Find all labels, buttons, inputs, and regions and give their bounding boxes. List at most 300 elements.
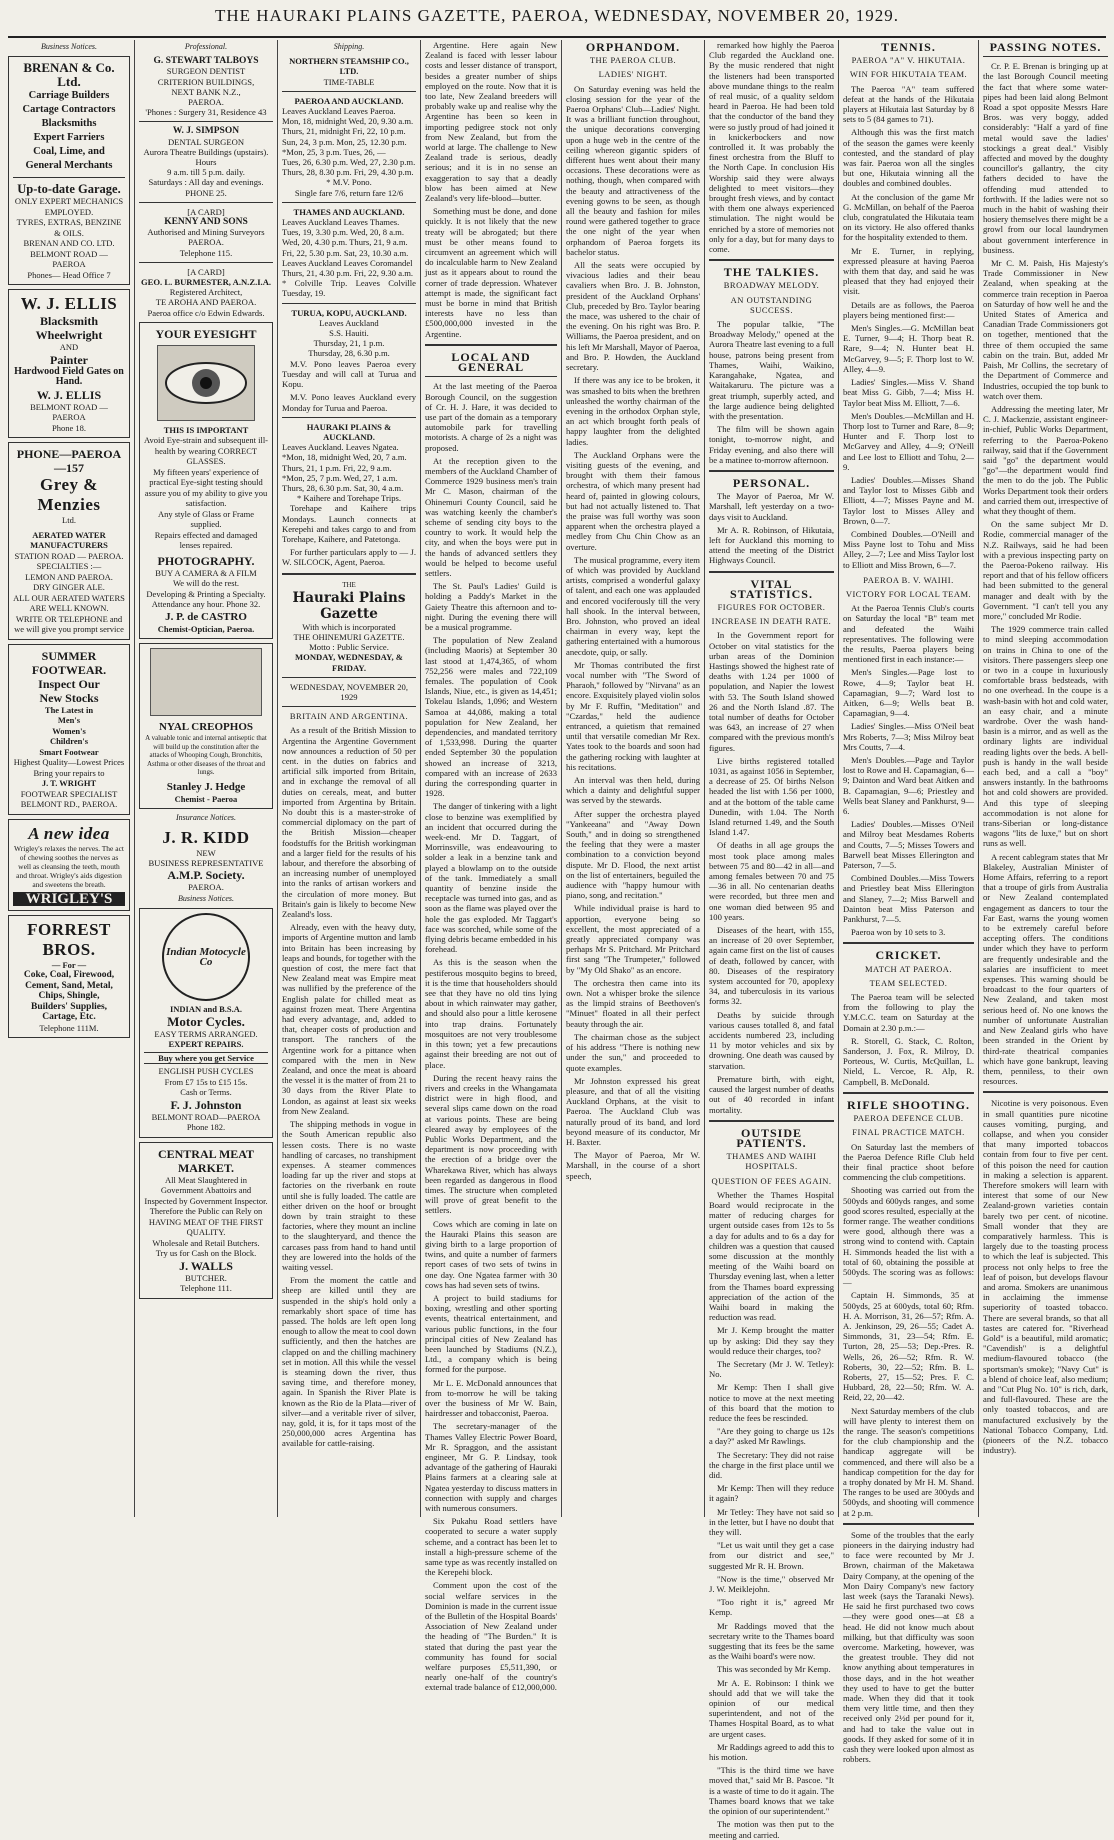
article-subheading: QUESTION OF FEES AGAIN. bbox=[711, 1175, 832, 1186]
ad-brenan bbox=[8, 56, 130, 285]
article-paragraph: A recent cablegram states that Mr Blakeley, Australian Minister of Home Affairs, referring to a report that a troupe of girls from Australia or New Zealand contemplated engagement as dancers to tour the Far East, warns the young women to be extremely careful before accepting offers. The conditions under which they have to perform are frequently undesirable and the salaries are insufficient to meet expenses. This warning should be broadcast to the four quarters of New Zealand, and taken most serious heed of. No one knows the number of unfortunate Australian and New Zealand girls who have been stranded in the Orient by third-rate theatrical companies which have gone bankrupt, leaving them, penniless, to their own resources. bbox=[983, 851, 1108, 1087]
ad-line: Cartage Contractors bbox=[22, 104, 116, 116]
news-paragraph: As this is the season when the pestiferous mosquito begins to breed, it is the time that householders should see that they have no old tins lying about in which rainwater may gather, and should also pour a little kerosene into trap drains. Fortunately mosquitoes are not very troublesome in this town; yet a few precautions against their breeding are not out of place. bbox=[425, 957, 557, 1070]
ad-line: FOOTWEAR SPECIALIST bbox=[20, 788, 118, 799]
ad-phone: PHONE—PAEROA —157 bbox=[16, 447, 122, 476]
card-line: NEW bbox=[196, 847, 216, 858]
wrigleys-logo: WRIGLEY'S bbox=[13, 892, 125, 906]
route-line: Thurs, 21, midnight Fri, 22, 10 p.m. bbox=[282, 126, 406, 137]
article-paragraph: "Too right it is," agreed Mr Kemp. bbox=[709, 1597, 834, 1618]
article-paragraph: As a result of the British Mission to Argentina the Argentine Government now announces a reduction of 50 per cent. in the duties on fabrics and artificial silk imported from Britain, and in exchange the removal of all duties on cereals, meat, and butter imported from Argentina by Britain. No doubt this is a master-stroke of commercial diplomacy on the part of the British Mission—cheaper foodstuffs for the British workingman and a larger field for the results of his labour, and therefore the absorbing of an increasing number of unemployed into the ranks of artisan workers and the circulation of more money. But Britain's gain is likely to become New Zealand's loss. bbox=[282, 725, 416, 920]
indian-logo: Indian Motocycle Co bbox=[162, 913, 250, 1001]
article-paragraph: The Mayor of Paeroa, Mr W. Marshall, in the course of a short speech, bbox=[566, 1150, 700, 1181]
ad-line: TYRES, EXTRAS, BENZINE & OILS. bbox=[16, 217, 122, 238]
article-paragraph: The orchestra then came into its own. Not a whisper broke the silence as the limpid strains of Beethoven's "Minuet" floated in all their perfect beauty through the air. bbox=[566, 977, 700, 1029]
section-label: Insurance Notices. bbox=[176, 813, 236, 823]
ad-line: Phones— Head Office 7 bbox=[27, 269, 111, 280]
column-local-general bbox=[425, 40, 557, 1693]
ad-body: All Meat Slaughtered in Government Abattoirs and Inspected by Government Inspector. bbox=[144, 1174, 268, 1206]
route-line: Thursday, 21, 1 p.m. bbox=[313, 338, 385, 349]
article-paragraph: Mr J. Kemp brought the matter up by asking: Did they say they would reduce their charges, too? bbox=[709, 1325, 834, 1356]
ad-line: BELMONT RD., PAEROA. bbox=[20, 799, 118, 810]
article-paragraph: Although this was the first match of the season the games were keenly contested, and the standard of play was fair. Paeroa won all the singles but one, Hikutaia winning all the doubles and combined doubles. bbox=[843, 127, 974, 189]
article-paragraph: This was seconded by Mr Kemp. bbox=[717, 1664, 831, 1675]
route-line: Thurs, 28, 6.30 p.m. Sat, 30, 4 a.m. bbox=[282, 482, 404, 493]
card-line: Registered Architect, bbox=[169, 287, 243, 298]
eye-illustration bbox=[157, 345, 255, 421]
article-paragraph: Ladies' Doubles.—Misses O'Neil and Milroy beat Mesdames Roberts and Coutts, 7—5; Misses Towers and Barwell beat Misses Ellerington and Paterson, 7—5. bbox=[843, 819, 974, 871]
card-line: Paeroa office c/o Edwin Edwards. bbox=[147, 307, 265, 318]
ad-line: AND bbox=[59, 342, 79, 353]
ad-line: The Latest in bbox=[44, 704, 94, 715]
route-line: S.S. Hauiti. bbox=[329, 328, 369, 339]
ad-phone: Telephone 111M. bbox=[39, 1022, 99, 1033]
advertiser-name: F. J. Johnston bbox=[170, 1097, 242, 1112]
card-line: CRITERION BUILDINGS, bbox=[157, 76, 255, 87]
card-line: NEXT BANK N.Z., bbox=[171, 86, 241, 97]
article-paragraph: Cr. P. E. Brenan is bringing up at the last Borough Council meeting the fact that where some water-pipes had been laid along Belmont Road a spot opposite Messrs Hare Bros. was very boggy, added considerably: "Half a yard of fine metal would save the ladies' stockings a great deal." Visibly affected and moved by the doughty councillor's gallantry, the city fathers decided to have the offending mud attended to forthwith. If the ladies were not so much in the habit of washing their hosiery themselves there might be a growl from our local laundrymen about government interference in business. bbox=[983, 61, 1108, 255]
ad-line: Ltd. bbox=[62, 515, 76, 526]
route-line: * M.V. Pono. bbox=[326, 177, 372, 188]
column-orphandom bbox=[566, 40, 700, 1517]
advertiser-name: W. J. ELLIS bbox=[36, 387, 102, 402]
article-paragraph: The musical programme, every item of which was provided by Auckland artists, comprised a wonderful galaxy of talent, and each one was applauded and encored vociferously till the very hall shook. In the interval between, Bro. Johnston, who proved an ideal chairman in every way, kept the gathering entertained with a humorous anecdote, quip, or sally. bbox=[566, 554, 700, 657]
card-line: G. STEWART TALBOYS bbox=[153, 56, 259, 67]
column-rule bbox=[420, 40, 421, 1517]
card-line: [A CARD] bbox=[187, 206, 225, 217]
ad-line: Builders' Supplies, bbox=[30, 1001, 108, 1012]
article-paragraph: "Now is the time," observed Mr J. W. Meiklejohn. bbox=[709, 1573, 834, 1595]
card-line: Hours bbox=[195, 157, 217, 168]
article-headline: THE TALKIES. bbox=[723, 265, 820, 280]
article-paragraph: In the Government report for October on vital statistics for the urban areas of the Dominion Hastings showed the highest rate of deaths with 1.24 per 1000 of population, and Napier the lowest with 53. The South Island showed 26 and the North Island .87. The total number of deaths for October was 643, an increase of 27 when compared with the previous month's figures. bbox=[709, 630, 834, 753]
article-paragraph: Mr A. E. Robinson: I think we should add that we will take the opinion of our medical superintendent, and not of the Thames Hospital Board, as to what are urgent cases. bbox=[709, 1677, 834, 1739]
article-paragraph: Combined Doubles.—O'Neill and Miss Payne lost to Tohu and Miss Alley, 2—7; Lee and Miss Taylor lost to Elliott and Miss Brown, 6—7. bbox=[843, 528, 974, 570]
ad-line: Women's bbox=[52, 725, 86, 736]
card-line: W. J. SIMPSON bbox=[172, 126, 240, 137]
article-paragraph: The Paeroa team will be selected from the following to play the Y.M.C.C. team on Saturday at the Domain at 2.30 p.m.:— bbox=[843, 992, 974, 1033]
route-line: Thurs, 28, 8.30 p.m. Fri, 29, 4.30 p.m. bbox=[282, 167, 414, 178]
ad-line: Carriage Builders bbox=[28, 90, 110, 102]
ad-subheadline: THIS IS IMPORTANT bbox=[163, 424, 249, 435]
ad-headline: Up-to-date Garage. bbox=[17, 182, 121, 197]
ad-line: J. T. WRIGHT bbox=[41, 778, 97, 789]
article-subheading: THE PAEROA CLUB. bbox=[589, 55, 677, 66]
route-line: *Mon, 25, 7 p.m. Wed, 27, 1 a.m. bbox=[282, 472, 398, 483]
article-paragraph: Some of the troubles that the early pioneers in the dairying industry had to face were recounted by Mr J. Brown, chairman of the Maketawa Dairy Company, at the opening of the Mon Dairy Company's new factory last week (says the Taranaki News). He said he first purchased two cows—they were good ones—at £8 a head. He did not know much about milking, but that difficulty was soon overcome. Marketing, however, was the greatest trouble. They did not know anything about temperatures in those days, and in the hot weather they used to have to get the butter made. When they did that it took them very little time, and then they received only 2½d per pound for it, and had to take the value out in goods. If they asked for some of it in cash they were looked upon almost as robbers. bbox=[843, 1529, 974, 1765]
article-paragraph: Mr Tetley: They have not said so in the letter, but I have no doubt that they will. bbox=[709, 1506, 834, 1538]
article-paragraph: Mr Raddings moved that the secretary write to the Thames board suggesting that its fees be the same as the Waihi board's were now. bbox=[709, 1620, 834, 1662]
ad-body: Wrigley's relaxes the nerves. The act of chewing soothes the nerves as well as cleansing the teeth, mouth and throat. Wrigley's aids digestion and sweetens the breath. bbox=[13, 843, 125, 889]
ad-body: A valuable tonic and internal antiseptic that will build up the constitution after the attacks of Whooping Cough, Bronchitis, Asthma or other diseases of the throat and lungs. bbox=[145, 734, 267, 777]
column-rule bbox=[704, 40, 705, 1517]
article-subheading: VICTORY FOR LOCAL TEAM. bbox=[845, 588, 972, 599]
route-line: Single fare 7/6, return fare 12/6 bbox=[294, 187, 404, 198]
article-subheading: THAMES AND WAIHI HOSPITALS. bbox=[726, 1151, 817, 1172]
ad-line: MANUFACTURERS bbox=[30, 540, 108, 551]
article-paragraph: The Paeroa "A" team suffered defeat at the hands of the Hikutaia players at Hikutaia last Saturday by 8 sets to 5 (84 games to 71). bbox=[843, 83, 974, 125]
ad-forrest bbox=[8, 915, 130, 1039]
ad-grey-menzies bbox=[8, 442, 130, 640]
advertiser-name: FORREST BROS. bbox=[27, 919, 111, 959]
route-line: Leaves Auckland bbox=[319, 317, 379, 328]
column-talkies-vital bbox=[709, 40, 834, 1840]
ad-body: Cash or Terms. bbox=[180, 1087, 232, 1098]
column-business-notices bbox=[8, 40, 130, 1517]
advertiser-name: Grey & Menzies bbox=[37, 475, 101, 515]
card-line: Saturdays : All day and evenings. bbox=[148, 177, 264, 188]
card-line: [A CARD] bbox=[187, 266, 225, 277]
article-paragraph: Deaths by suicide through various causes totalled 8, and fatal accidents numbered 23, including 11 by motor vehicles and six by drowning. One death was caused by starvation. bbox=[709, 1009, 834, 1071]
ad-line: DRY GINGER ALE. bbox=[33, 582, 105, 593]
article-paragraph: Ladies' Singles.—Miss O'Neil beat Mrs Roberts, 7—3; Miss Milroy beat Mrs Coutts, 7—4. bbox=[843, 721, 974, 752]
article-paragraph: Ladies' Doubles.—Misses Shand and Taylor lost to Misses Gibb and Elliott, 4—7; Misses Payne and M. Taylor lost to Misses Alley and Brown, 0—7. bbox=[843, 474, 974, 526]
column-shipping bbox=[282, 40, 416, 1517]
ad-body: My fifteen years' experience of practical Eye-sight testing should assure you of my ability to give you satisfaction. bbox=[144, 466, 268, 509]
ad-line: ALL OUR AERATED WATERS ARE WELL KNOWN. bbox=[13, 592, 125, 614]
news-paragraph: At the reception given to the members of the Auckland Chamber of Commerce 1929 business men's train Mr C. Mason, chairman of the Ohinemuri County Council, said he was watching keenly the chamber's scheme of sending city boys to the country to work. It would help the city, and when the boys were put in the hands of advanced settlers they would be helped to become useful settlers. bbox=[425, 455, 557, 578]
ad-headline: A new idea bbox=[28, 823, 110, 843]
section-label: Business Notices. bbox=[178, 894, 234, 904]
article-paragraph: The motion was then put to the meeting and carried. bbox=[709, 1819, 834, 1840]
card-line: A.M.P. Society. bbox=[167, 867, 245, 882]
article-paragraph: An interval was then held, during which a dainty and delightful supper was served by the stewards. bbox=[566, 775, 700, 806]
shipping-company: NORTHERN STEAMSHIP CO., LTD. bbox=[289, 56, 409, 77]
route-line: * Colville Trip. Leaves Colville Tuesday, 19. bbox=[282, 278, 416, 299]
ad-line: BRENAN AND CO. LTD. bbox=[23, 238, 115, 249]
article-paragraph: On Saturday evening was held the closing session for the year of the Paeroa Orphans' Club—Ladies' Night. It was a brilliant function throughout, the unique decorations converging upon a huge web in the centre of the ceiling whereon gigantic spiders of different hues went about their many occasions. These decorations were as nothing, though, when compared with the beauty and attractiveness of the evening gowns to be seen, as though all the beauty and fashion for miles round were gathered together to grace the one night of the year when orphandom of Paeroa forgets its bachelor status. bbox=[566, 83, 700, 257]
ad-line: Men's bbox=[57, 715, 81, 726]
article-paragraph: Combined Doubles.—Miss Towers and Priestley beat Miss Ellerington and Slaney, 7—2; Miss Barwell and Dainton beat Miss Paterson and Pankhurst, 7—5. bbox=[843, 873, 974, 925]
advertiser-name: J. P. de CASTRO bbox=[165, 610, 247, 623]
article-paragraph: Diseases of the heart, with 155, an increase of 20 over September, again came first on the list of causes of death, followed by cancer, with 80. Diseases of the respiratory system accounted for 70, apoplexy 34, and tuberculosis in its various forms 32. bbox=[709, 925, 834, 1007]
news-paragraph: The danger of tinkering with a light close to benzine was exemplified by an incident that occurred during the week-end. Mr D. Taggart, of Morrinsville, was endeavouring to solder a leak in a benzine tank and played a blowlamp on to the outside of the tank. Immediately a small quantity of benzine inside the receptacle was turned into gas, and as soon as the flame was played over the hole the gas exploded. Mr Taggart's face was scorched, while some of the flying debris became embedded in his forehead. bbox=[425, 801, 557, 955]
article-paragraph: The Secretary (Mr J. W. Tetley): No. bbox=[709, 1358, 834, 1380]
article-paragraph: Mr E. Turner, in replying, expressed pleasure at having Paeroa with them that day, and said he was pleased that they had enjoyed their visit. bbox=[843, 245, 974, 297]
ad-line: Highest Quality—Lowest Prices bbox=[13, 757, 125, 768]
article-subheading: AN OUTSTANDING SUCCESS. bbox=[730, 294, 813, 315]
ad-banner: Buy where you get Service bbox=[144, 1052, 268, 1065]
article-paragraph: Mr C. M. Paish, His Majesty's Trade Commissioner in New Zealand, when speaking at the commerce train reception in Paeroa on Saturday of how well he and the United States of America and Canadian Trade Commissioners got on together, mentioned that the three of them occupied the same cabin on the train. But, added Mr Paish, Mr Collins, the secretary of the Department of Commerce and Industries, occupied the top bunk to watch over them. bbox=[983, 258, 1108, 401]
ad-line: SPECIALTIES :— bbox=[36, 561, 102, 572]
news-paragraph: Six Pukahu Road settlers have cooperated to secure a water supply scheme, and a contract has been let to install a high-pressure scheme of the same type as was recently installed on the Kerepehi block. bbox=[425, 1516, 557, 1578]
article-paragraph: Men's Singles.—G. McMillan beat E. Turner, 9—4; H. Thorp beat R. Rare, 9—4; N. Hunter beat H. McGarvey, 9—5; F. Thorp lost to W. Alley, 4—9. bbox=[843, 323, 974, 374]
article-subheading: FINAL PRACTICE MATCH. bbox=[852, 1127, 965, 1138]
route-line: Leaves Auckland Leaves Coromandel bbox=[282, 257, 413, 268]
column-sport bbox=[843, 40, 974, 1765]
ad-line: STATION ROAD — PAEROA. bbox=[14, 550, 124, 561]
ad-line: Cartage, Etc. bbox=[42, 1012, 96, 1023]
article-paragraph: Ladies' Singles.—Miss V. Shand beat Miss G. Gibb, 7—4; Miss H. Taylor beat Miss M. Elliott, 7—6. bbox=[843, 377, 974, 408]
route-heading: TURUA, KOPU, AUCKLAND. bbox=[291, 307, 407, 318]
newspaper-line: Motto : Public Service. bbox=[309, 642, 389, 653]
ad-body: EASY TERMS ARRANGED. bbox=[154, 1028, 258, 1039]
article-paragraph: On the same subject Mr D. Rodie, commercial manager of the N.Z. Railways, said he had been with a previous inspecting party on the Paeroa-Pokeno railway. His report and that of his fellow officers had been submitted to the general manager and dealt with by the Government. "I can't tell you any more," concluded Mr Rodie. bbox=[983, 519, 1108, 621]
route-line: Tues, 26, 6.30 p.m. Wed, 27, 2.30 p.m. bbox=[282, 157, 416, 168]
article-paragraph: Live births registered totalled 1031, as against 1056 in September, a decrease of 25. Of births Nelson headed the list with 1.56 per 1000, and at the bottom of the table came Dunedin, with 1.04. The North Island returned 1.49, and the South Island 1.47. bbox=[709, 755, 834, 838]
article-paragraph: On Saturday last the members of the Paeroa Defence Rifle Club held their final practice shoot before commencing the club competitions. bbox=[843, 1141, 974, 1183]
masthead-rule bbox=[8, 36, 1106, 38]
news-paragraph: At the last meeting of the Paeroa Borough Council, on the suggestion of Cr. H. J. Hare, it was decided to use part of the domain as a temporary automobile park for travelling motorists. A charge of 2s a night was proposed. bbox=[425, 381, 557, 453]
route-line: Leaves Auckland Leaves Thames. bbox=[282, 217, 400, 228]
ad-headline: NYAL CREOPHOS bbox=[158, 721, 254, 734]
article-heading: BRITAIN AND ARGENTINA. bbox=[289, 711, 409, 722]
article-paragraph: "Are they going to charge us 12s a day?" asked Mr Rawlings. bbox=[709, 1426, 834, 1447]
card-line: GEO. L. BURMESTER, A.N.Z.I.A. bbox=[140, 277, 272, 288]
newspaper-the: THE bbox=[342, 580, 356, 589]
route-line: Wed, 20, 4.30 p.m. Thurs, 21, 9 a.m. bbox=[282, 237, 408, 248]
article-paragraph: Already, even with the heavy duty, imports of Argentine mutton and lamb into Britain has been increasing by leaps and bounds, for together with the question of cost, the mere fact that New Zealand meat was Empire meat was nullified by the preference of the English palate for chilled meat as against frozen meat. There Argentina had every advantage, and, added to that, cheaper costs of production and transport. The ranchers of the Argentine work for a pittance when compared with the men in New Zealand, and once the meat is aboard the vessel it is the matter of from 21 to 30 days from the River Plate to London, as against at least six weeks from New Zealand. bbox=[282, 922, 416, 1116]
route-line: Sun, 24, 3 p.m. Mon, 25, 12.30 p.m. bbox=[282, 136, 407, 147]
news-paragraph: During the recent heavy rains the rivers and creeks in the Whangamata district were in high flood, and several slips came down on the road at various points. These are being cleared away by employees of the Public Works Department, and the department is now proceeding with the erection of a bridge over the Wharekawa River, which has always been regarded as dangerous in flood times. The structure when completed will prove of great benefit to the settlers. bbox=[425, 1072, 557, 1216]
section-heading: LOCAL AND GENERAL bbox=[451, 349, 531, 375]
ad-phone: Telephone 111. bbox=[180, 1283, 232, 1294]
ad-body: Therefore the Public can Rely on HAVING MEAT OF THE FIRST QUALITY. bbox=[148, 1206, 264, 1238]
advertiser-name: W. J. ELLIS bbox=[20, 294, 118, 314]
article-paragraph: Addressing the meeting later, Mr C. J. Mackenzie, assistant engineer-in-chief, Public Works Department, referring to the Paeroa-Pokeno railway, said that if the Government said "go" the department would "go"—the department would find the men to do the job. The Public Works Department took their orders and carried them out, irrespective of what they thought of them. bbox=[983, 403, 1108, 516]
section-label: Professional. bbox=[184, 42, 228, 51]
article-paragraph: Shooting was carried out from the 500yds and 600yds ranges, and some good scores resulted, especially at the former range. The weather conditions were good, although there was a strong wind to contend with. Captain H. Simmonds headed the list with a total of 60, obtaining the possible at 500yds. The scoring was as follows:— bbox=[843, 1185, 974, 1288]
ad-line: Wheelwright bbox=[35, 328, 103, 343]
column-passing-notes bbox=[983, 40, 1108, 1517]
article-headline: OUTSIDE PATIENTS. bbox=[736, 1125, 807, 1150]
newspaper-line: MONDAY, WEDNESDAY, & FRIDAY. bbox=[295, 652, 403, 673]
ad-line: Smart Footwear bbox=[39, 746, 99, 757]
article-paragraph: "This is the third time we have moved that," said Mr B. Pascoe. "It is a waste of time to do it again. The Thames board knows that we take the opinion of our superintendent." bbox=[709, 1765, 834, 1817]
ad-body: From £7 15s to £15 15s. bbox=[164, 1076, 248, 1087]
ad-body: BELMONT ROAD—PAEROA bbox=[151, 1111, 261, 1122]
ad-headline: Motor Cycles. bbox=[167, 1013, 245, 1029]
ad-body: ENGLISH PUSH CYCLES bbox=[158, 1066, 254, 1077]
article-paragraph: The 1929 commerce train called to mind sleeping accommodation on trains in China to one of the visitors. There passengers sleep one or two in a coupe in luxuriously comfortable brass bedsteads, with no one overhead. In the coupe is a wash-basin with hot and cold water, an easy chair, and a minute wardrobe. Over the wash hand-basin is a mirror, and as well as the ordinary lights are individual reading lights over the beds. A bell-push is handy in the wall beside each bed, and a call a "boy" answers instantly. In the bathrooms hot and cold showers are provided. And this type of sleeping accommodation is not alone for trans-Siberian or long-distance wagons "lits de luxe," but on short runs as well. bbox=[983, 624, 1108, 849]
article-paragraph: Mr Kemp: Then I shall give notice to move at the next meeting of this board that the motion to reduce the fees be rescinded. bbox=[709, 1382, 834, 1423]
ad-line: Inspect Our bbox=[38, 676, 100, 691]
ad-line: — For — bbox=[51, 959, 87, 970]
card-line: PAEROA. bbox=[188, 881, 224, 892]
ad-line: Hardwood Field Gates on Hand. bbox=[14, 365, 124, 388]
masthead: THE HAURAKI PLAINS GAZETTE, PAEROA, WEDNESDAY, NOVEMBER 20, 1929. bbox=[214, 6, 900, 25]
card-line: PAEROA. bbox=[188, 237, 224, 248]
ad-body: BUY A CAMERA & A FILM bbox=[155, 567, 257, 578]
column-rule bbox=[561, 40, 562, 1517]
column-rule bbox=[277, 40, 278, 1517]
column-rule bbox=[134, 40, 135, 1517]
card-kidd bbox=[139, 828, 273, 893]
route-line: Thurs, 21, 1 p.m. Fri, 22, 9 a.m. bbox=[282, 462, 392, 473]
route-heading: THAMES AND AUCKLAND. bbox=[293, 206, 405, 217]
article-paragraph: The Secretary: They did not raise the charge in the first place until we did. bbox=[709, 1449, 834, 1480]
ad-line: AERATED WATER bbox=[32, 529, 106, 540]
ad-nyal bbox=[139, 643, 273, 809]
ad-line: WRITE OR TELEPHONE and we will give you prompt service bbox=[14, 613, 124, 635]
ad-wrigleys bbox=[8, 819, 130, 911]
card-talboys bbox=[139, 56, 273, 117]
article-subheading: PAEROA "A" V. HIKUTAIA. bbox=[851, 55, 966, 66]
newspaper-title: Hauraki Plains Gazette bbox=[292, 589, 406, 622]
ad-line: Blacksmith bbox=[39, 314, 98, 329]
ad-line: New Stocks bbox=[39, 690, 99, 705]
article-subheading: MATCH AT PAEROA. bbox=[864, 963, 953, 974]
ad-headline: SUMMER FOOTWEAR. bbox=[31, 648, 107, 677]
ad-phone: Phone 182. bbox=[186, 1122, 226, 1133]
article-paragraph: Argentine. Here again New Zealand is faced with lesser labour costs and lesser distance of transport, besides a greater number of ships employed on the route. Now that it is too late, New Zealand breeders will probably wake up and realise why the Argentine has been so keen in importing pedigree stock not only from New Zealand, but from the world at large. The challenge to New Zealand trade is serious, deadly serious; and it is in no sense an exaggeration to say that a deadly blow has been aimed at New Zealand's very life-blood—butter. bbox=[425, 40, 557, 204]
article-paragraph: Paeroa won by 10 sets to 3. bbox=[851, 927, 946, 938]
news-paragraph: Mr L. E. McDonald announces that from to-morrow he will be taking over the business of Mr W. Bain, hairdresser and tobacconist, Paeroa. bbox=[425, 1377, 557, 1419]
advertiser-name: J. R. KIDD bbox=[162, 827, 250, 847]
dateline: WEDNESDAY, NOVEMBER 20, 1929 bbox=[290, 681, 408, 702]
article-subheading: PAEROA B. V. WAIHI. bbox=[863, 574, 954, 585]
ad-meat-market bbox=[139, 1142, 273, 1299]
news-paragraph: Cows which are coming in late on the Hauraki Plains this season are giving birth to a large proportion of twins, and quite a number of farmers report cases of two sets of twins in one day. One Ngatea farmer with 30 cows has had seven sets of twins. bbox=[425, 1218, 557, 1290]
article-paragraph: R. Storell, G. Stack, C. Rolton, Sanderson, J. Fox, R. Milroy, D. Porteous, W. Curtis, McQuillan, L. Nield, L. Vercoe, R. Alp, R. Campbell, B. McDonald. bbox=[843, 1035, 974, 1087]
route-line: *Mon, 25, 3 p.m. Tues, 26, — bbox=[282, 146, 386, 157]
shipping-timetable-label: TIME-TABLE bbox=[323, 76, 375, 87]
card-line: Aurora Theatre Buildings (upstairs). bbox=[143, 146, 269, 157]
card-line: Authorised and Mining Surveyors bbox=[147, 227, 265, 238]
ad-headline: YOUR EYESIGHT bbox=[155, 326, 257, 341]
ad-motorcycles bbox=[139, 908, 273, 1138]
ad-headline: INDIAN and B.S.A. bbox=[169, 1004, 243, 1015]
news-paragraph: The population of New Zealand (including Maoris) at September 30 last stood at 1,474,365, of whom 752,256 were males and 722,109 females. The population of Cook Islands, Niue, etc., is given as 14,451; Tokelau Islands, 1,096; and Western Samoa at 44,086, making a total population for New Zealand, her dependencies, and mandated territory of 1,533,998. During the quarter ended September 30 the population showed an increase of 3213, compared with an increase of 2633 during the corresponding quarter in 1928. bbox=[425, 635, 557, 799]
ad-footwear bbox=[8, 644, 130, 815]
route-heading: HAURAKI PLAINS & AUCKLAND. bbox=[306, 421, 392, 442]
news-paragraph: The St. Paul's Ladies' Guild is holding a Paddy's Market in the Gaiety Theatre this afternoon and to-night. During the evening there will be a musical programme. bbox=[425, 581, 557, 632]
article-paragraph: At the Paeroa Tennis Club's courts on Saturday the local "B" team met and defeated the Waihi representatives. The following were the results, Paeroa players being mentioned first in each instance:— bbox=[843, 603, 974, 665]
ad-body: Attendance any hour. Phone 32. bbox=[151, 599, 261, 610]
article-paragraph: Captain H. Simmonds, 35 at 500yds, 25 at 600yds, total 60; Rfm. H. A. Morrison, 31, 26—57; Rfm. A. A. Jenkinson, 29, 26—55; Cadet A. Simmonds, 31, 23—54; Rfm. E. Turton, 28, 25—53; Dep.-Pres. R. Wells, 26, 26—52; Rfm. R. W. Roberts, 30, 22—52; Rfm. B. L. Roberts, 27, 15—52; Pres. F. C. Hubbard, 28, 22—50; Rfm. W. A. Reid, 22, 20—42. bbox=[843, 1290, 974, 1403]
ad-line: BELMONT ROAD — PAEROA bbox=[30, 248, 108, 270]
card-kenny bbox=[139, 207, 273, 258]
ad-line: Cement, Sand, Metal, bbox=[25, 980, 113, 991]
column-rule bbox=[838, 40, 839, 1517]
advertiser-name: Stanley J. Hedge bbox=[166, 780, 246, 793]
section-label: Business Notices. bbox=[41, 42, 97, 51]
card-line: BUSINESS REPRESENTATIVE bbox=[148, 857, 264, 868]
article-paragraph: Mr A. R. Robinson, of Hikutaia, left for Auckland this morning to attend the meeting of the District Highways Council. bbox=[709, 524, 834, 566]
route-line: Leaves Auckland. Leaves Ngatea. bbox=[282, 442, 399, 453]
card-line: Telephone 115. bbox=[179, 247, 233, 258]
ad-line: Children's bbox=[49, 736, 89, 747]
ad-line: Bring your repairs to bbox=[33, 767, 105, 778]
advertiser-sub: Chemist-Optician, Paeroa. bbox=[157, 623, 255, 634]
ad-line: LEMON AND PAEROA. bbox=[25, 571, 113, 582]
article-paragraph: Next Saturday members of the club will have plenty to interest them on the range. The season's competitions for the club championship and the handicap aggregate will be commenced, and there will also be a handicap competition for the day for a trophy donated by Mr H. M. Shand. The ranges to be used are 300yds and 500yds, and shooting will commence at 2 p.m. bbox=[843, 1405, 974, 1518]
article-headline: PERSONAL. bbox=[732, 475, 811, 490]
ad-line: Phone 18. bbox=[52, 422, 86, 433]
illustration-image bbox=[150, 648, 262, 716]
article-paragraph: Mr Johnston expressed his great pleasure, and that of all the visiting Auckland Orphans, at the visit to Paeroa. The Auckland Club was naturally proud of its band, and lord beyond measure of its conductor, Mr H. Baxter. bbox=[566, 1075, 700, 1147]
route-line: Torehape and Kaihere trips Mondays. Launch connects at Kerepehi and takes cargo to and from Torehape, Kaihere, and Patetonga. bbox=[282, 503, 416, 544]
ad-line: Painter bbox=[50, 352, 88, 367]
ad-line: Blacksmiths bbox=[41, 118, 97, 130]
ad-body: Avoid Eye-strain and subsequent ill-health by wearing CORRECT GLASSES. bbox=[144, 435, 269, 467]
article-paragraph: The chairman chose as the subject of his address "There is nothing new under the sun," and proceeded to quote examples. bbox=[566, 1031, 700, 1073]
article-paragraph: Mr Raddings agreed to add this to his motion. bbox=[709, 1741, 834, 1763]
article-subheading: TEAM SELECTED. bbox=[869, 977, 948, 988]
article-paragraph: Nicotine is very poisonous. Even in small quantities pure nicotine causes vomiting, purging, and collapse, and when you consider that many imported tobaccos contain from four to five per cent. of this poison the need for caution in making a selection is apparent. Therefore smokers will learn with interest that some of our New Zealand-grown varieties contain barely two per cent. of nicotine. Small wonder that they are comparatively harmless. This is largely due to the toasting process to which the leaf is subjected. This process not only helps to free the leaf of poison, but develops flavour and aroma. Smokers are unanimous in acclaiming the immense superiority of toasted tobacco. There are several brands, so that all tastes are catered for. "Riverhead Gold" is a beautiful, mild aromatic; "Cavendish" is a delightful medium-flavoured tobacco (the sportsman's smoke); "Navy Cut" is a blend of choice leaf, also medium; and "Cut Plug No. 10" is rich, dark, and full-flavoured. These are the only toasted tobaccos, and are manufactured exclusively by the National Tobacco Company, Ltd. (pioneers of the N.Z. tobacco industry). bbox=[983, 1098, 1108, 1456]
route-line: For further particulars apply to — J. W. SILCOCK, Agent, Paeroa. bbox=[282, 547, 416, 568]
route-line: M.V. Pono leaves Auckland every Monday for Turua and Paeroa. bbox=[282, 392, 416, 413]
card-line: PHONE 25. bbox=[185, 187, 227, 198]
article-paragraph: Whether the Thames Hospital Board would reciprocate in the matter of reducing charges for urgent outside cases from 12s to 5s a day for adults and to 6s a day for children was a question that caused some discussion at the monthly meeting of the Waihi board on Thursday evening last, when a letter from the Thames board expressing appreciation of the action of the Waihi board in making the reduction was read. bbox=[709, 1189, 834, 1323]
card-burmester bbox=[139, 267, 273, 318]
card-line: PAEROA. bbox=[188, 97, 224, 108]
column-professional bbox=[139, 40, 273, 1517]
ad-headline: CENTRAL MEAT MARKET. bbox=[157, 1146, 255, 1175]
article-paragraph: The film will be shown again tonight, to-morrow night, and Friday evening, and also there will be a matinee to-morrow afternoon. bbox=[709, 424, 834, 465]
ad-eyesight bbox=[139, 322, 273, 640]
article-headline: TENNIS. bbox=[881, 40, 936, 54]
ad-line: Chips, Shingle, bbox=[38, 991, 100, 1002]
route-line: Thursday, 28, 6.30 p.m. bbox=[308, 348, 390, 359]
ad-line: Coke, Coal, Firewood, bbox=[23, 970, 115, 981]
ad-ellis bbox=[8, 289, 130, 438]
route-heading: PAEROA AND AUCKLAND. bbox=[294, 95, 404, 106]
article-paragraph: At the conclusion of the game Mr G. McMillan, on behalf of the Paeroa club, congratulated the Hikutaia team on its victory. He also offered thanks for the hospitality extended to them. bbox=[843, 191, 974, 243]
article-paragraph: All the seats were occupied by vivacious ladies and their beau cavaliers when Bro. J. B. Johnston, president of the Auckland Orphans' Club, preceded by Bro. Taylor bearing the mace, was ushered to the chair of the evening. On his right was Bro. P. Williams, the Paeroa president, and on his left Mr Marshall, Mayor of Paeroa, and Bro. P. Howden, the Auckland secretary. bbox=[566, 260, 700, 373]
article-headline: ORPHANDOM. bbox=[585, 40, 681, 54]
article-subheading: LADIES' NIGHT. bbox=[598, 69, 668, 80]
article-paragraph: Men's Doubles.—McMillan and H. Thorp lost to Turner and Rare, 8—9; Hunter and F. Thorp lost to McGarvey and Alley, 4—9; O'Neill and Lee lost to Elliott and Tohu, 2—9. bbox=[843, 410, 974, 472]
card-line: TE AROHA AND PAEROA. bbox=[155, 297, 257, 308]
ad-line: BELMONT ROAD — PAEROA bbox=[30, 401, 108, 423]
article-paragraph: While individual praise is hard to apportion, everyone being so excellent, the most appreciated of a greatly appreciated company was perhaps Mr S. Pritchard. Mr Pritchard first sang "The Trumpeter," followed by "My Old Shako" as an encore. bbox=[566, 903, 700, 975]
ad-body: Try us for Cash on the Block. bbox=[155, 1248, 257, 1259]
section-label: Shipping. bbox=[333, 42, 365, 51]
news-paragraph: A project to build stadiums for boxing, wrestling and other sporting events, theatrical entertainment, and various public functions, in the four principal cities of New Zealand has been launched by Stadiums (N.Z.), Ltd., a company which is being formed for the purpose. bbox=[425, 1292, 557, 1375]
ad-body: Repairs effected and damaged lenses repaired. bbox=[154, 529, 258, 551]
article-headline: PASSING NOTES. bbox=[989, 40, 1102, 54]
route-line: Thurs, 21, 4.30 p.m. Fri, 22, 9.30 a.m. bbox=[282, 268, 414, 279]
ad-body: EXPERT REPAIRS. bbox=[168, 1039, 244, 1050]
article-paragraph: The shipping methods in vogue in the South American republic also lessen costs. There is no waste handling of carcases, no transhipment expenses. A steamer commences loading far up the river and stops at factories on the riverbank en route until she is fully loaded. The cattle are either driven on the hoof or brought down by train straight to these factories, where they mount an incline to the slaughteryard, and thence the carcases pass from hand to hand until they are lowered into the holds of the waiting vessel. bbox=[282, 1119, 416, 1272]
route-line: * Kaihere and Torehape Trips. bbox=[296, 493, 401, 504]
newspaper-line: With which is incorporated bbox=[302, 621, 396, 632]
newspaper-line: THE OHINEMURI GAZETTE. bbox=[293, 631, 405, 642]
article-paragraph: Details are as follows, the Paeroa players being mentioned first:— bbox=[843, 299, 974, 320]
article-paragraph: "Let us wait until they get a case from our district and see," suggested Mr R. H. Brown. bbox=[709, 1540, 834, 1571]
article-paragraph: The Mayor of Paeroa, Mr W. Marshall, left yesterday on a two-days visit to Auckland. bbox=[709, 491, 834, 522]
advertiser-name: J. WALLS bbox=[179, 1258, 233, 1273]
article-subheading: INCREASE IN DEATH RATE. bbox=[711, 616, 832, 627]
article-subheading: FIGURES FOR OCTOBER. bbox=[717, 601, 826, 612]
card-line: DENTAL SURGEON bbox=[167, 136, 245, 147]
advertiser-sub: BUTCHER. bbox=[185, 1272, 227, 1283]
route-line: M.V. Pono leaves Paeroa every Tuesday and will call at Turua and Kopu. bbox=[282, 358, 416, 390]
article-paragraph: Mr Kemp: Then will they reduce it again? bbox=[709, 1483, 834, 1504]
column-rule bbox=[978, 40, 979, 1517]
news-paragraph: The secretary-manager of the Thames Valley Electric Power Board, Mr R. Spraggon, and the assistant engineer, Mr G. P. Lindsay, took advantage of the gathering of Hauraki Plains farmers at a clearing sale at Ngatea yesterday to discuss matters in connection with supply and charges with numerous consumers. bbox=[425, 1421, 557, 1514]
article-paragraph: Premature birth, with eight, caused the largest number of deaths out of 40 recorded in infant mortality. bbox=[709, 1073, 834, 1115]
article-paragraph: Mr Thomas contributed the first vocal number with "The Sword of Pharaoh," followed by "Nirvana" as an encore. Exquisitely played violin solos by Mr F. Ruffin, "Meditation" and "Czardas," held the audience entranced, a quietism that remained until that versatile comedian Mr Rex. Yates took to the boards and soon had the gathering rocking with laughter at his recitations. bbox=[566, 659, 700, 772]
ad-body: We will do the rest. bbox=[172, 578, 240, 589]
article-paragraph: The Auckland Orphans were the visiting guests of the evening, and brought with them their famous orchestra, of which many present had heard of, painted in glowing colours, but had not actually listened to. That the praise was full worthy was soon apparent when the orchestra played a medley from Chu Chin Chow as an overture. bbox=[566, 449, 700, 552]
ad-body: Any style of Glass or Frame supplied. bbox=[157, 508, 255, 530]
ad-line: General Merchants bbox=[25, 160, 113, 172]
card-simpson bbox=[139, 126, 273, 197]
article-paragraph: If there was any ice to be broken, it was smashed to bits when the brethren unleashed the worthy chairman of the evening in the orthodox Orphan style, an act which brought forth peals of happy laughter from the delighted ladies. bbox=[566, 375, 700, 447]
ad-body: Wholesale and Retail Butchers. bbox=[152, 1237, 260, 1248]
ad-line: Coal, Lime, and bbox=[33, 146, 105, 158]
article-paragraph: Something must be done, and done quickly. It is not likely that the new treaty will be abrogated; but there must be other means found to circumvent an agreement which will do incalculable harm to New Zealand just as it appears about to round the corner of trade depression. Whatever attempt is made, the significant fact must be borne in mind that British interests have no less than £500,000,000 invested in the Argentine. bbox=[425, 206, 557, 339]
article-headline: RIFLE SHOOTING. bbox=[846, 1097, 971, 1112]
article-paragraph: Of deaths in all age groups the most took place among males between 75 and 80—42 in all—and among females between 70 and 75—36 in all. No centenarian deaths were recorded, but three men and one woman died between 95 and 100 years. bbox=[709, 840, 834, 922]
card-line: SURGEON DENTIST bbox=[166, 66, 246, 77]
route-line: Tues, 19, 3.30 p.m. Wed, 20, 8 a.m. bbox=[282, 227, 405, 238]
article-paragraph: Men's Doubles.—Page and Taylor lost to Rowe and H. Capamagian, 6—9; Dainton and Ward beat Aitken and B. Capamagian, 9—6; Priestley and Wells beat Slaney and Pankhurst, 9—6. bbox=[843, 755, 974, 817]
article-subheading: BROADWAY MELODY. bbox=[723, 280, 820, 291]
ad-line: Expert Farriers bbox=[33, 132, 105, 144]
